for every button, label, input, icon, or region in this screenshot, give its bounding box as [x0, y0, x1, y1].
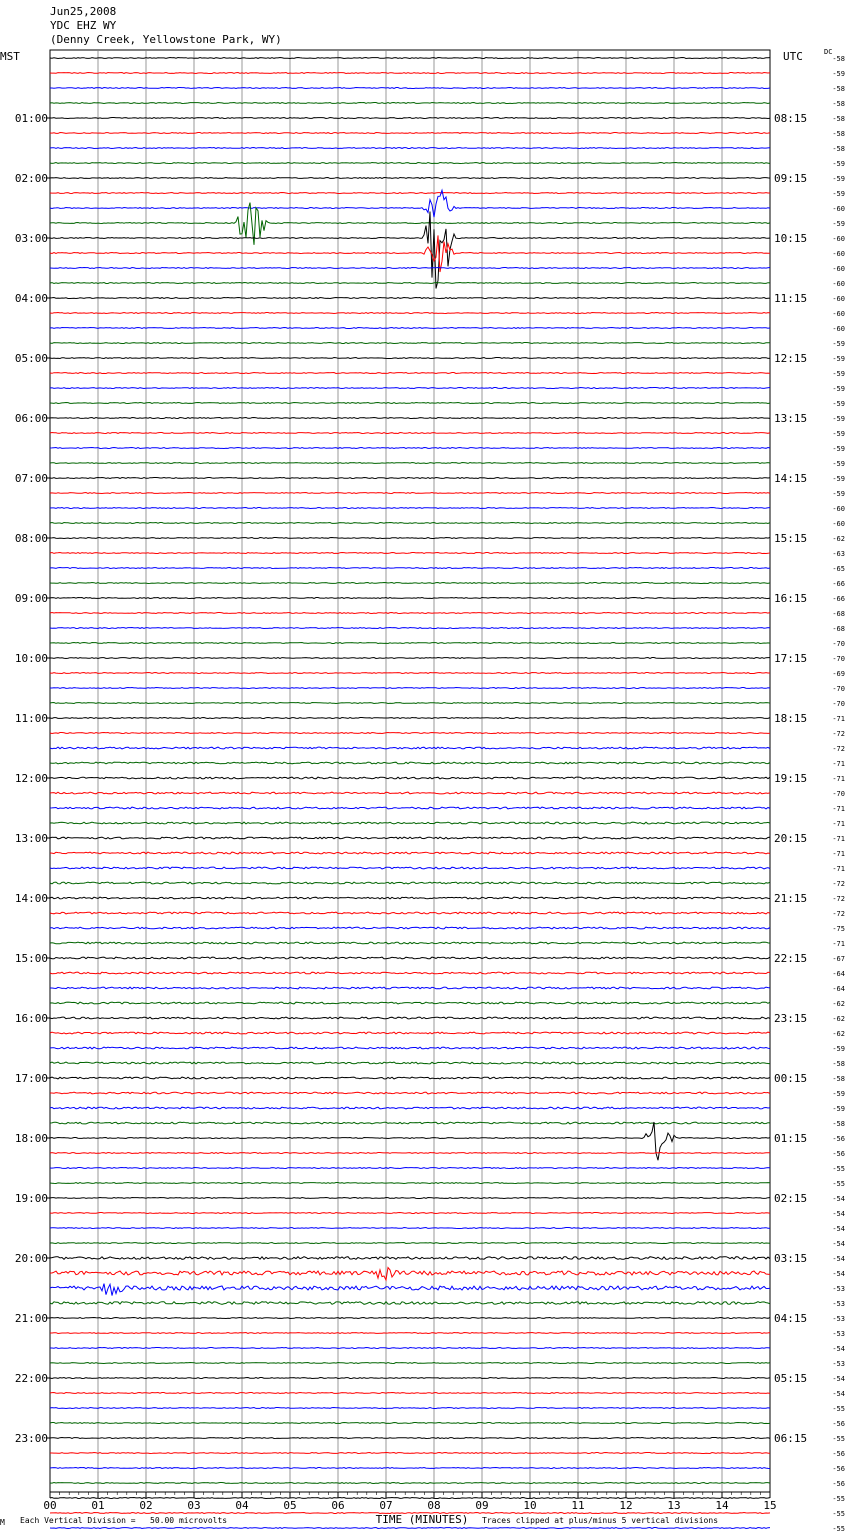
trace-line: [50, 867, 770, 869]
dc-offset-label: -59: [832, 355, 845, 363]
trace-line: [50, 493, 770, 494]
trace-line: [50, 688, 770, 689]
left-hour-label: 05:00: [14, 352, 48, 365]
trace-line: [50, 178, 770, 179]
trace-line: [50, 88, 770, 89]
plot-frame: [50, 50, 770, 1492]
trace-line: [50, 1528, 770, 1529]
dc-label: DC: [824, 48, 833, 56]
right-timezone-label: UTC: [783, 50, 803, 63]
dc-offset-label: -59: [832, 1090, 845, 1098]
left-hour-label: 16:00: [14, 1012, 48, 1025]
dc-offset-label: -72: [832, 895, 845, 903]
left-hour-label: 06:00: [14, 412, 48, 425]
trace-line: [50, 373, 770, 374]
trace-line: [50, 1107, 770, 1109]
left-hour-label: 15:00: [14, 952, 48, 965]
trace-line: [50, 1153, 770, 1154]
x-tick-label: 01: [91, 1499, 105, 1512]
trace-line: [50, 523, 770, 524]
dc-offset-label: -55: [832, 1165, 845, 1173]
trace-line: [50, 1032, 770, 1034]
x-tick-label: 07: [379, 1499, 393, 1512]
trace-line: [50, 1092, 770, 1094]
dc-offset-label: -53: [832, 1315, 845, 1323]
trace-line: [50, 1228, 770, 1229]
dc-offset-label: -62: [832, 535, 845, 543]
trace-line: [50, 673, 770, 674]
trace-line: [50, 298, 770, 299]
x-axis-label: TIME (MINUTES): [375, 1513, 469, 1526]
dc-offset-label: -59: [832, 430, 845, 438]
dc-offset-label: -69: [832, 670, 845, 678]
trace-line: [50, 1318, 770, 1319]
dc-offset-label: -65: [832, 565, 845, 573]
right-hour-label: 18:15: [774, 712, 808, 725]
trace-line: [50, 283, 770, 284]
header-station: YDC EHZ WY: [50, 19, 117, 32]
left-hour-label: 17:00: [14, 1072, 48, 1085]
trace-line: [50, 762, 770, 764]
trace-line: [50, 463, 770, 464]
trace-line: [50, 73, 770, 74]
dc-offset-label: -54: [832, 1240, 845, 1248]
trace-line: [50, 1168, 770, 1169]
dc-offset-label: -59: [832, 1105, 845, 1113]
dc-offset-label: -71: [832, 820, 845, 828]
trace-line: [50, 1408, 770, 1409]
x-tick-label: 00: [43, 1499, 57, 1512]
trace-line: [50, 1453, 770, 1454]
dc-offset-label: -58: [832, 1120, 845, 1128]
dc-offset-label: -71: [832, 715, 845, 723]
dc-offset-label: -64: [832, 970, 845, 978]
dc-offset-label: -71: [832, 940, 845, 948]
dc-offset-label: -58: [832, 115, 845, 123]
left-hour-label: 01:00: [14, 112, 48, 125]
x-tick-label: 10: [523, 1499, 537, 1512]
dc-offset-label: -68: [832, 610, 845, 618]
x-tick-label: 03: [187, 1499, 201, 1512]
dc-offset-label: -59: [832, 400, 845, 408]
dc-offset-label: -59: [832, 175, 845, 183]
trace-line: [50, 942, 770, 944]
dc-offset-label: -59: [832, 190, 845, 198]
dc-offset-label: -59: [832, 340, 845, 348]
dc-offset-label: -59: [832, 460, 845, 468]
x-tick-label: 14: [715, 1499, 729, 1512]
footer-scale-note: Each Vertical Division = 50.00 microvolts: [20, 1516, 228, 1525]
trace-line: [50, 658, 770, 659]
left-hour-label: 07:00: [14, 472, 48, 485]
trace-line: [50, 1002, 770, 1004]
dc-offset-label: -60: [832, 505, 845, 513]
dc-offset-label: -56: [832, 1135, 845, 1143]
dc-offset-label: -68: [832, 625, 845, 633]
dc-offset-label: -70: [832, 685, 845, 693]
dc-offset-label: -59: [832, 220, 845, 228]
header-location: (Denny Creek, Yellowstone Park, WY): [50, 33, 282, 46]
trace-line: [50, 403, 770, 404]
x-tick-label: 06: [331, 1499, 345, 1512]
trace-line: [50, 852, 770, 854]
trace-line: [50, 1363, 770, 1364]
trace-line: [50, 1122, 770, 1160]
dc-offset-label: -71: [832, 805, 845, 813]
dc-offset-label: -71: [832, 775, 845, 783]
dc-offset-label: -58: [832, 1075, 845, 1083]
trace-line: [50, 313, 770, 314]
left-hour-label: 08:00: [14, 532, 48, 545]
dc-offset-label: -70: [832, 790, 845, 798]
dc-offset-label: -55: [832, 1495, 845, 1503]
dc-offset-label: -59: [832, 415, 845, 423]
trace-line: [50, 388, 770, 389]
dc-offset-label: -59: [832, 385, 845, 393]
trace-line: [50, 613, 770, 614]
dc-offset-label: -53: [832, 1300, 845, 1308]
dc-offset-label: -53: [832, 1285, 845, 1293]
dc-offset-label: -59: [832, 160, 845, 168]
left-hour-label: 04:00: [14, 292, 48, 305]
dc-offset-label: -58: [832, 130, 845, 138]
right-hour-label: 09:15: [774, 172, 808, 185]
trace-line: [50, 957, 770, 959]
right-hour-label: 02:15: [774, 1192, 808, 1205]
trace-line: [50, 163, 770, 164]
trace-line: [50, 1017, 770, 1019]
trace-line: [50, 1213, 770, 1214]
dc-offset-label: -64: [832, 985, 845, 993]
dc-offset-label: -59: [832, 475, 845, 483]
trace-line: [50, 268, 770, 269]
dc-offset-label: -62: [832, 1000, 845, 1008]
x-tick-label: 12: [619, 1499, 633, 1512]
dc-offset-label: -60: [832, 325, 845, 333]
dc-offset-label: -70: [832, 655, 845, 663]
trace-line: [50, 777, 770, 779]
x-tick-label: 11: [571, 1499, 585, 1512]
dc-offset-label: -71: [832, 835, 845, 843]
right-hour-label: 05:15: [774, 1372, 808, 1385]
dc-offset-label: -60: [832, 250, 845, 258]
trace-line: [50, 912, 770, 914]
dc-offset-label: -55: [832, 1180, 845, 1188]
trace-line: [50, 235, 770, 272]
dc-offset-label: -63: [832, 550, 845, 558]
right-hour-label: 12:15: [774, 352, 808, 365]
dc-offset-label: -55: [832, 1405, 845, 1413]
dc-offset-label: -62: [832, 1030, 845, 1038]
trace-line: [50, 568, 770, 569]
dc-offset-label: -60: [832, 295, 845, 303]
header-date: Jun25,2008: [50, 5, 117, 18]
trace-line: [50, 418, 770, 419]
dc-offset-label: -60: [832, 280, 845, 288]
trace-line: [50, 1302, 770, 1305]
trace-line: [50, 972, 770, 974]
left-hour-label: 14:00: [14, 892, 48, 905]
dc-offset-label: -60: [832, 205, 845, 213]
dc-offset-label: -67: [832, 955, 845, 963]
dc-offset-label: -56: [832, 1150, 845, 1158]
right-hour-label: 00:15: [774, 1072, 808, 1085]
x-tick-label: 15: [763, 1499, 777, 1512]
trace-line: [50, 538, 770, 539]
dc-offset-label: -72: [832, 745, 845, 753]
x-tick-label: 04: [235, 1499, 249, 1512]
dc-offset-label: -66: [832, 595, 845, 603]
right-hour-label: 11:15: [774, 292, 808, 305]
left-hour-label: 22:00: [14, 1372, 48, 1385]
dc-offset-label: -62: [832, 1015, 845, 1023]
dc-offset-label: -75: [832, 925, 845, 933]
x-tick-label: 08: [427, 1499, 441, 1512]
trace-line: [50, 1284, 770, 1296]
trace-line: [50, 193, 770, 194]
dc-offset-label: -72: [832, 730, 845, 738]
dc-offset-label: -59: [832, 490, 845, 498]
dc-offset-label: -54: [832, 1195, 845, 1203]
left-hour-label: 23:00: [14, 1432, 48, 1445]
trace-line: [50, 553, 770, 554]
left-hour-label: 11:00: [14, 712, 48, 725]
trace-line: [50, 1468, 770, 1469]
left-timezone-label: MST: [0, 50, 20, 63]
dc-offset-label: -55: [832, 1525, 845, 1533]
trace-line: [50, 1122, 770, 1124]
left-hour-label: 19:00: [14, 1192, 48, 1205]
right-hour-label: 06:15: [774, 1432, 808, 1445]
trace-line: [50, 1243, 770, 1244]
trace-line: [50, 508, 770, 509]
right-hour-label: 01:15: [774, 1132, 808, 1145]
dc-offset-label: -56: [832, 1465, 845, 1473]
x-tick-label: 13: [667, 1499, 681, 1512]
trace-line: [50, 448, 770, 449]
trace-line: [50, 1423, 770, 1424]
trace-line: [50, 1183, 770, 1184]
trace-line: [50, 807, 770, 809]
dc-offset-label: -71: [832, 850, 845, 858]
trace-line: [50, 1047, 770, 1049]
dc-offset-label: -58: [832, 1060, 845, 1068]
trace-line: [50, 1438, 770, 1439]
trace-line: [50, 987, 770, 989]
trace-line: [50, 837, 770, 839]
dc-offset-label: -60: [832, 520, 845, 528]
right-hour-label: 15:15: [774, 532, 808, 545]
right-hour-label: 10:15: [774, 232, 808, 245]
right-hour-label: 19:15: [774, 772, 808, 785]
trace-line: [50, 643, 770, 644]
right-hour-label: 14:15: [774, 472, 808, 485]
dc-offset-label: -58: [832, 145, 845, 153]
dc-offset-label: -71: [832, 760, 845, 768]
dc-offset-label: -54: [832, 1375, 845, 1383]
trace-line: [50, 598, 770, 599]
dc-offset-label: -66: [832, 580, 845, 588]
left-hour-label: 12:00: [14, 772, 48, 785]
trace-line: [50, 882, 770, 884]
dc-offset-label: -56: [832, 1480, 845, 1488]
trace-line: [50, 1498, 770, 1499]
trace-line: [50, 1393, 770, 1394]
trace-line: [50, 733, 770, 734]
trace-line: [50, 1198, 770, 1199]
left-hour-label: 09:00: [14, 592, 48, 605]
left-hour-label: 10:00: [14, 652, 48, 665]
trace-line: [50, 1378, 770, 1379]
trace-line: [50, 190, 770, 217]
right-hour-label: 22:15: [774, 952, 808, 965]
dc-offset-label: -56: [832, 1420, 845, 1428]
dc-offset-label: -54: [832, 1225, 845, 1233]
right-hour-label: 17:15: [774, 652, 808, 665]
dc-offset-label: -53: [832, 1330, 845, 1338]
dc-offset-label: -54: [832, 1390, 845, 1398]
trace-line: [50, 1062, 770, 1064]
right-hour-label: 13:15: [774, 412, 808, 425]
trace-line: [50, 118, 770, 119]
trace-line: [50, 328, 770, 329]
trace-line: [50, 1483, 770, 1484]
dc-offset-label: -58: [832, 100, 845, 108]
right-hour-label: 20:15: [774, 832, 808, 845]
trace-line: [50, 148, 770, 149]
dc-offset-label: -54: [832, 1210, 845, 1218]
trace-line: [50, 1257, 770, 1260]
dc-offset-label: -72: [832, 880, 845, 888]
dc-offset-label: -55: [832, 1510, 845, 1518]
trace-line: [50, 1333, 770, 1334]
trace-line: [50, 103, 770, 104]
dc-offset-label: -54: [832, 1255, 845, 1263]
trace-line: [50, 792, 770, 794]
right-hour-label: 03:15: [774, 1252, 808, 1265]
dc-offset-label: -59: [832, 1045, 845, 1053]
dc-offset-label: -70: [832, 700, 845, 708]
right-hour-label: 16:15: [774, 592, 808, 605]
footer-clip-note: Traces clipped at plus/minus 5 vertical divisions: [482, 1516, 719, 1525]
dc-offset-label: -59: [832, 445, 845, 453]
right-hour-label: 04:15: [774, 1312, 808, 1325]
trace-line: [50, 927, 770, 929]
trace-line: [50, 433, 770, 434]
trace-line: [50, 583, 770, 584]
dc-offset-label: -59: [832, 70, 845, 78]
footer-small-mark: M: [0, 1518, 5, 1527]
dc-offset-label: -60: [832, 265, 845, 273]
dc-offset-label: -59: [832, 370, 845, 378]
left-hour-label: 13:00: [14, 832, 48, 845]
dc-offset-label: -56: [832, 1450, 845, 1458]
x-tick-label: 05: [283, 1499, 297, 1512]
left-hour-label: 21:00: [14, 1312, 48, 1325]
dc-offset-label: -53: [832, 1360, 845, 1368]
dc-offset-label: -55: [832, 1435, 845, 1443]
trace-line: [50, 133, 770, 134]
left-hour-label: 20:00: [14, 1252, 48, 1265]
dc-offset-label: -58: [832, 55, 845, 63]
trace-line: [50, 822, 770, 824]
left-hour-label: 02:00: [14, 172, 48, 185]
right-hour-label: 08:15: [774, 112, 808, 125]
left-hour-label: 03:00: [14, 232, 48, 245]
trace-line: [50, 718, 770, 719]
trace-line: [50, 478, 770, 479]
trace-line: [50, 628, 770, 629]
dc-offset-label: -71: [832, 865, 845, 873]
trace-line: [50, 1268, 770, 1281]
dc-offset-label: -60: [832, 235, 845, 243]
trace-line: [50, 703, 770, 704]
dc-offset-label: -72: [832, 910, 845, 918]
dc-offset-label: -60: [832, 310, 845, 318]
right-hour-label: 23:15: [774, 1012, 808, 1025]
trace-line: [50, 58, 770, 59]
dc-offset-label: -58: [832, 85, 845, 93]
trace-line: [50, 1077, 770, 1079]
right-hour-label: 21:15: [774, 892, 808, 905]
trace-line: [50, 897, 770, 899]
dc-offset-label: -54: [832, 1345, 845, 1353]
trace-line: [50, 1348, 770, 1349]
trace-line: [50, 747, 770, 749]
x-tick-label: 02: [139, 1499, 153, 1512]
x-tick-label: 09: [475, 1499, 489, 1512]
trace-line: [50, 343, 770, 344]
left-hour-label: 18:00: [14, 1132, 48, 1145]
dc-offset-label: -54: [832, 1270, 845, 1278]
dc-offset-label: -70: [832, 640, 845, 648]
trace-line: [50, 358, 770, 359]
